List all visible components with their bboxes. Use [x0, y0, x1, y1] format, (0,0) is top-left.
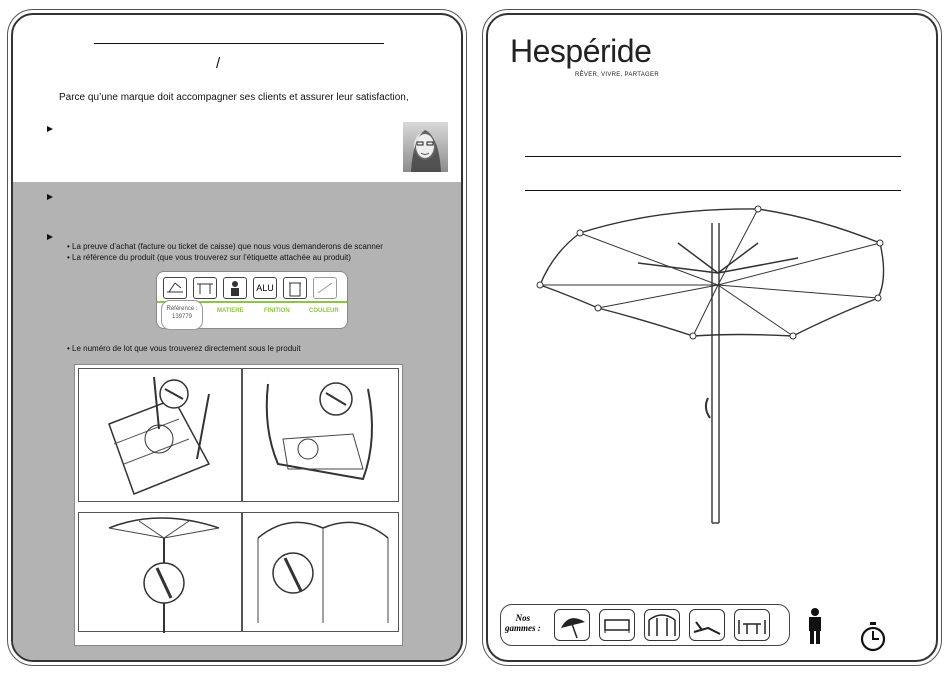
reference-value: 139779	[171, 314, 193, 320]
table-icon	[193, 277, 217, 299]
product-label-example	[156, 271, 348, 329]
dining-set-range-icon	[734, 609, 770, 641]
intro-text: Parce qu’une marque doit accompagner ses clients et assurer leur satisfaction,	[59, 92, 409, 103]
product-ranges-bar	[500, 604, 790, 646]
column-finition: FINITION	[264, 308, 290, 314]
requirement-reference: • La référence du produit (que vous trouverez sur l’étiquette attachée au produit)	[67, 253, 351, 262]
bullet-arrow-1	[47, 126, 53, 132]
title-line	[94, 43, 384, 44]
gazebo-range-icon	[644, 609, 680, 641]
stopwatch-icon	[859, 621, 887, 653]
sofa-range-icon	[599, 609, 635, 641]
lot-illustration-table	[78, 368, 242, 502]
person-count-icon	[806, 607, 824, 647]
bullet-arrow-3	[47, 234, 53, 240]
ranges-label-line-1: Nos	[515, 613, 531, 623]
left-page	[11, 13, 463, 662]
product-name-line	[525, 156, 901, 157]
divider-mark: /	[216, 55, 221, 72]
lot-illustration-gazebo	[242, 512, 399, 632]
brand-logo: Hespéride	[510, 33, 652, 69]
reference-badge	[161, 300, 203, 330]
right-page	[486, 13, 938, 662]
trash-icon	[283, 277, 307, 299]
fabric-icon	[313, 277, 337, 299]
lounger-icon	[163, 277, 187, 299]
brand-tagline: RÊVER, VIVRE, PARTAGER	[575, 72, 659, 78]
customer-service-photo	[403, 122, 448, 172]
person-icon	[223, 277, 247, 299]
aluminium-icon: ALU	[253, 277, 277, 299]
lot-illustration-parasol	[78, 512, 242, 632]
product-ref-line	[525, 190, 901, 191]
column-couleur: COULEUR	[309, 308, 339, 314]
lot-number-illustrations	[74, 364, 403, 646]
lot-number-text: • Le numéro de lot que vous trouverez directement sous le produit	[67, 344, 301, 353]
lot-illustration-chair	[242, 368, 399, 502]
ranges-label-line-2: gammes :	[505, 623, 541, 633]
reference-label: Référence :	[166, 306, 198, 312]
bullet-arrow-2	[47, 194, 53, 200]
column-matiere: MATIERE	[217, 308, 244, 314]
lounger-range-icon	[689, 609, 725, 641]
parasol-range-icon	[554, 609, 590, 641]
parasol-illustration	[528, 203, 898, 528]
requirement-proof: • La preuve d’achat (facture ou ticket de caisse) que nous vous demanderons de scanner	[67, 242, 383, 251]
ranges-label	[505, 613, 541, 633]
